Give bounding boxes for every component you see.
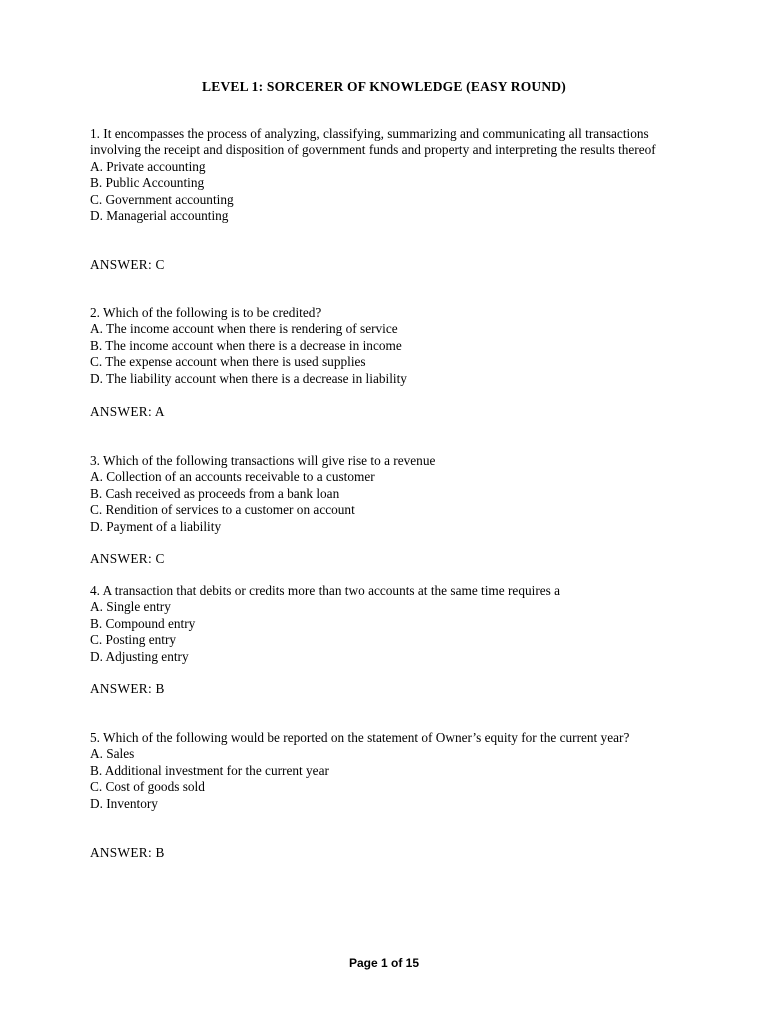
answer-3: ANSWER: C (90, 551, 165, 566)
option-d: D. The liability account when there is a decrease in liability (90, 370, 407, 386)
answer-5: ANSWER: B (90, 845, 165, 860)
question-text: 3. Which of the following transactions will give rise to a revenue (90, 453, 436, 468)
option-a: A. Single entry (90, 599, 171, 615)
page-number: Page 1 of 15 (348, 956, 420, 970)
option-a: A. The income account when there is rendering of service (90, 321, 398, 337)
option-c: C. Cost of goods sold (90, 779, 205, 795)
option-a: A. Sales (90, 746, 135, 762)
question-5 (90, 730, 682, 812)
option-b: B. The income account when there is a decrease in income (90, 337, 402, 353)
option-b: B. Public Accounting (90, 175, 205, 191)
option-c: C. Rendition of services to a customer on account (90, 502, 355, 518)
answer-1: ANSWER: C (90, 257, 165, 272)
option-a: A. Private accounting (90, 158, 206, 174)
question-text: 1. It encompasses the process of analyzing, classifying, summarizing and communicating all transactions involving the receipt and disposition of government funds and property and interpreting the results thereof (90, 126, 656, 158)
option-c: C. Posting entry (90, 632, 177, 648)
option-d: D. Payment of a liability (90, 518, 222, 534)
option-c: C. Government accounting (90, 191, 234, 207)
option-a: A. Collection of an accounts receivable to a customer (90, 469, 375, 485)
question-text: 5. Which of the following would be reported on the statement of Owner’s equity for the current year? (90, 730, 630, 745)
question-1 (90, 126, 682, 224)
option-b: B. Cash received as proceeds from a bank loan (90, 485, 340, 501)
question-text: 2. Which of the following is to be credited? (90, 305, 322, 320)
option-d: D. Managerial accounting (90, 208, 229, 224)
page-title: LEVEL 1: SORCERER OF KNOWLEDGE (EASY ROUND) (202, 79, 566, 94)
answer-2: ANSWER: A (90, 404, 165, 419)
question-text: 4. A transaction that debits or credits more than two accounts at the same time requires a (90, 583, 561, 598)
question-4 (90, 583, 682, 665)
question-2 (90, 305, 682, 387)
question-3 (90, 453, 682, 535)
option-b: B. Additional investment for the current year (90, 762, 329, 778)
option-d: D. Adjusting entry (90, 648, 189, 664)
option-d: D. Inventory (90, 795, 158, 811)
answer-4: ANSWER: B (90, 681, 165, 696)
option-b: B. Compound entry (90, 615, 196, 631)
option-c: C. The expense account when there is used supplies (90, 354, 366, 370)
